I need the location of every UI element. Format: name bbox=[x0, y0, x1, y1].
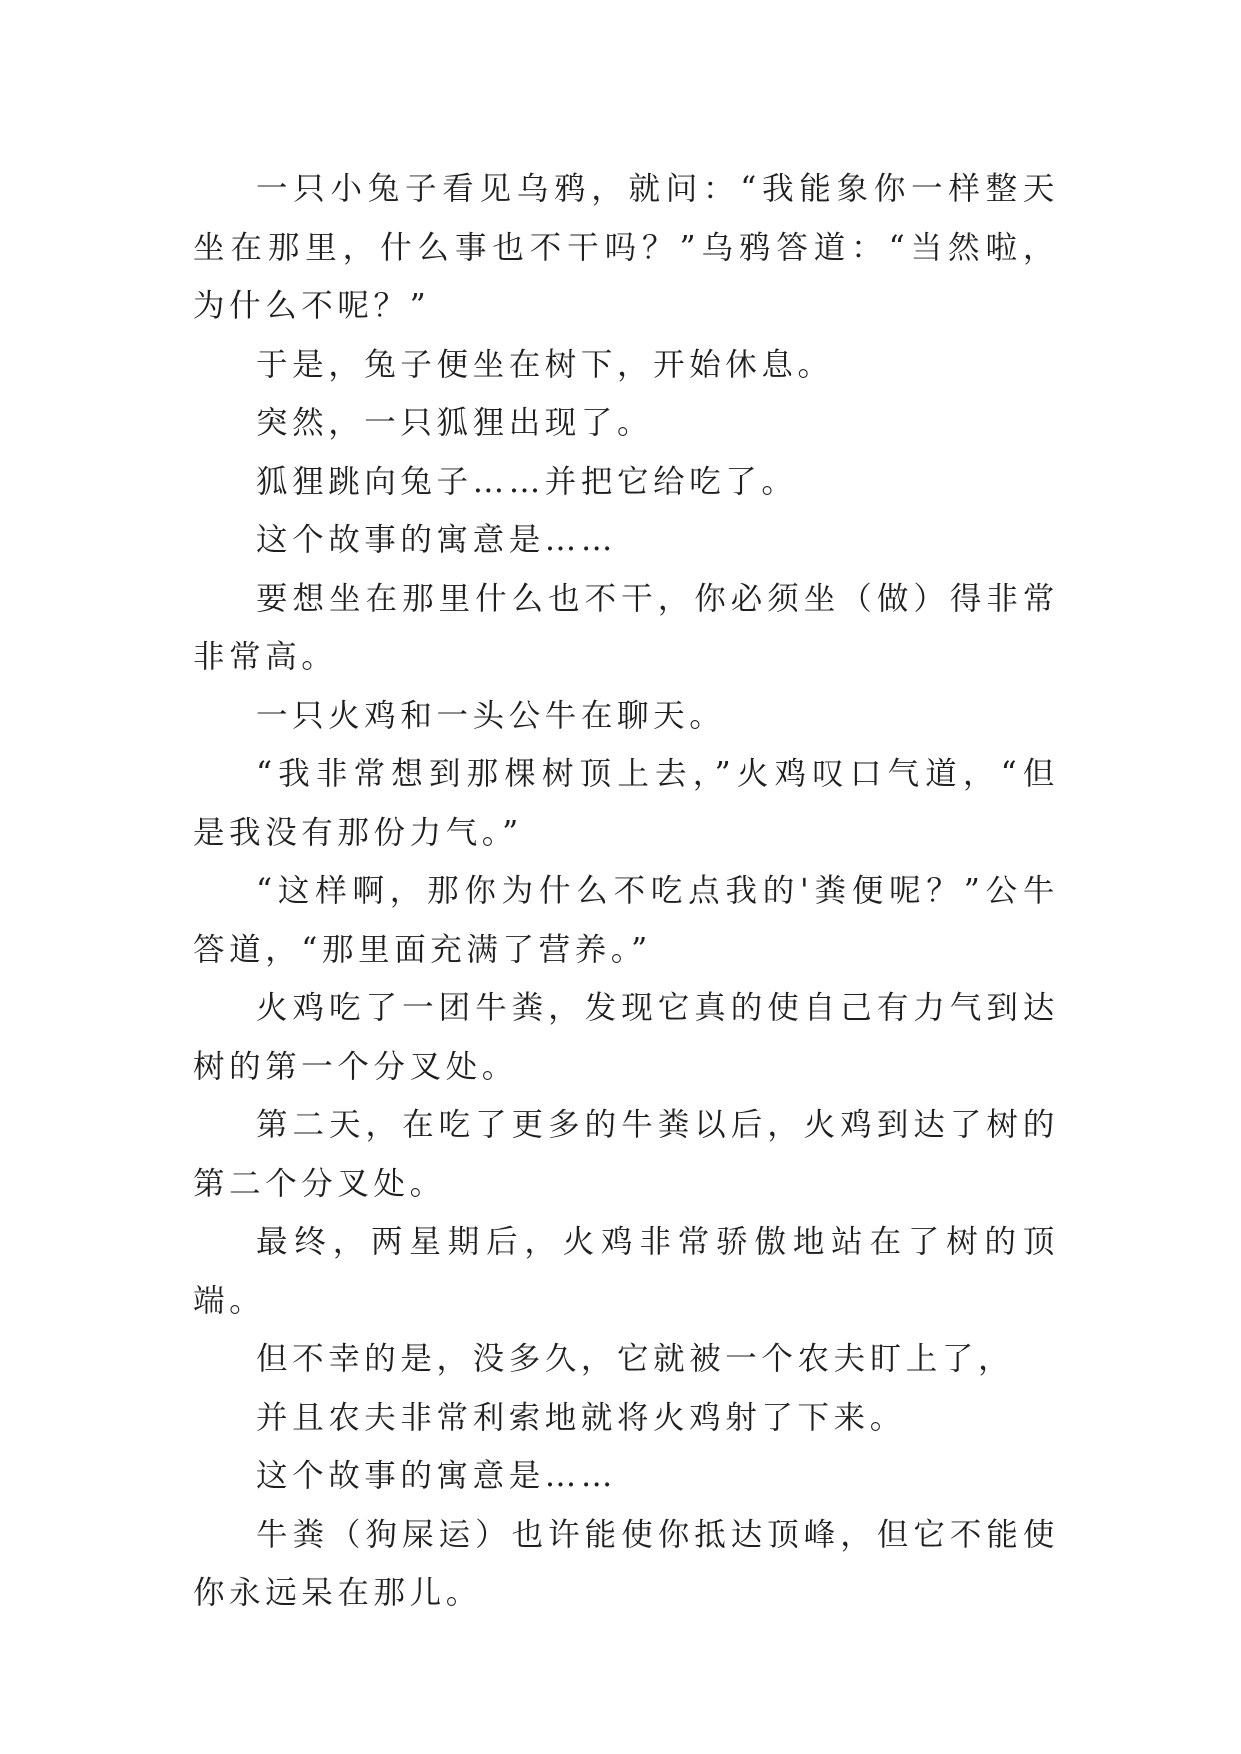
paragraph: 这个故事的寓意是…… bbox=[256, 522, 618, 558]
paragraph: 并且农夫非常利索地就将火鸡射了下来。 bbox=[256, 1399, 906, 1436]
paragraph: 狐狸跳向兔子……并把它给吃了。 bbox=[256, 463, 798, 500]
paragraph: 但不幸的是，没多久，它就被一个农夫盯上了， bbox=[256, 1341, 1015, 1377]
paragraph: “我非常想到那棵树顶上去，”火鸡叹口气道，“但是我没有那份力气。” bbox=[193, 756, 1059, 851]
paragraph: 要想坐在那里什么也不干，你必须坐（做）得非常非常高。 bbox=[193, 580, 1059, 675]
paragraph: 一只火鸡和一头公牛在聊天。 bbox=[256, 697, 726, 734]
paragraph: 一只小兔子看见乌鸦，就问：“我能象你一样整天坐在那里，什么事也不干吗？”乌鸦答道：“当然啦，为什么不呢？” bbox=[193, 171, 1059, 324]
paragraph: 牛粪（狗屎运）也许能使你抵达顶峰，但它不能使你永远呆在那儿。 bbox=[193, 1516, 1059, 1611]
paragraph: 于是，兔子便坐在树下，开始休息。 bbox=[256, 346, 834, 383]
paragraph: “这样啊，那你为什么不吃点我的'粪便呢？”公牛答道，“那里面充满了营养。” bbox=[193, 873, 1059, 968]
paragraph: 突然，一只狐狸出现了。 bbox=[256, 405, 654, 441]
paragraph: 火鸡吃了一团牛粪，发现它真的使自己有力气到达树的第一个分叉处。 bbox=[193, 990, 1059, 1085]
paragraph: 第二天，在吃了更多的牛粪以后，火鸡到达了树的第二个分叉处。 bbox=[193, 1107, 1059, 1202]
document-body bbox=[193, 160, 1059, 1623]
paragraph: 这个故事的寓意是…… bbox=[256, 1458, 618, 1494]
paragraph: 最终，两星期后，火鸡非常骄傲地站在了树的顶端。 bbox=[193, 1224, 1059, 1319]
